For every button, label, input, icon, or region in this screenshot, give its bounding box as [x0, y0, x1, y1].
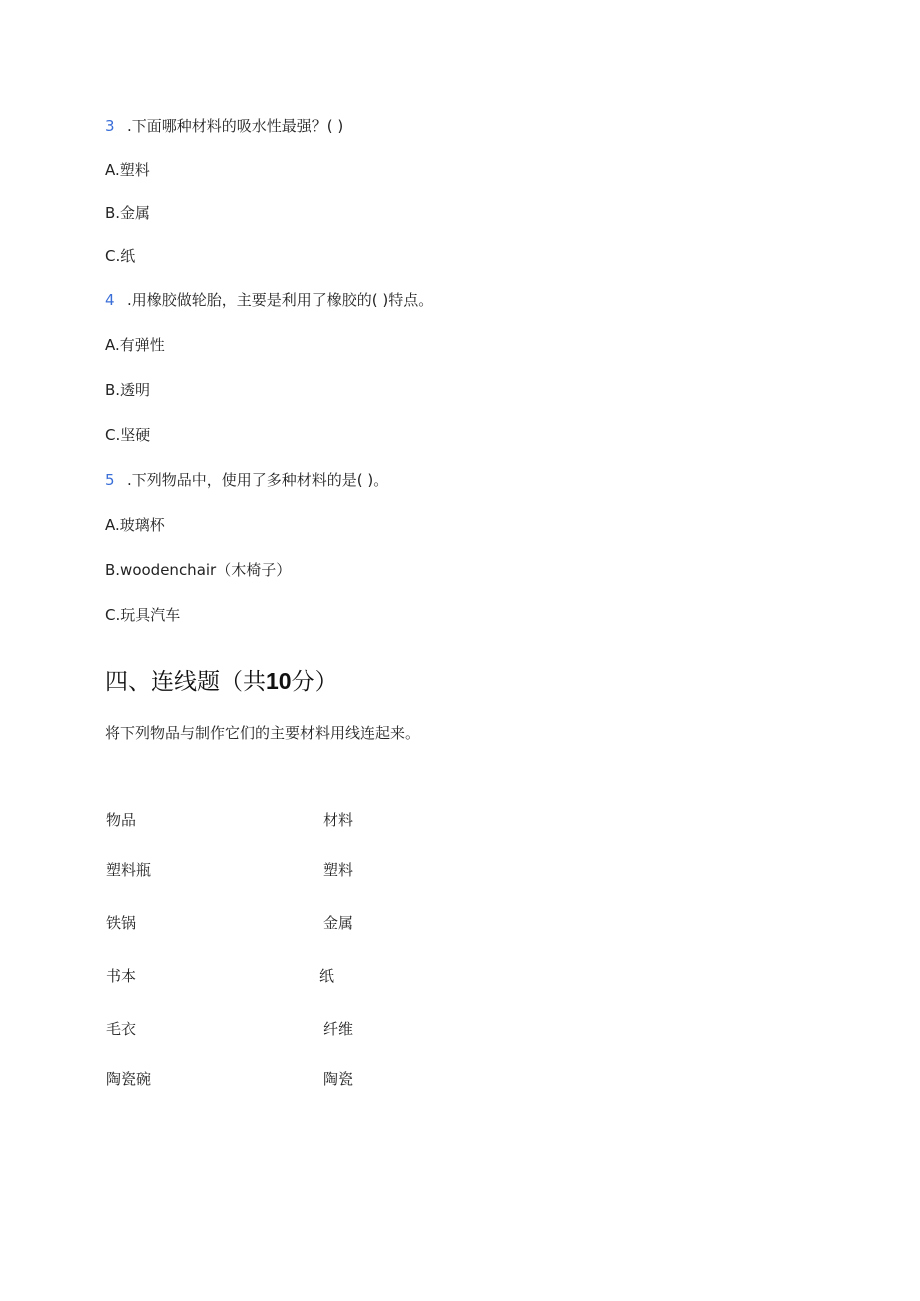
- question-4-option-c: C.坚硬: [105, 426, 151, 444]
- matching-material: 塑料: [323, 861, 354, 879]
- matching-material: 纸: [319, 967, 335, 985]
- matching-left-header: 物品: [106, 811, 137, 829]
- question-5-text: .下列物品中，使用了多种材料的是( )。: [127, 471, 389, 489]
- matching-material: 金属: [323, 914, 354, 932]
- question-4-stem: [105, 290, 433, 310]
- question-3-option-b: B.金属: [105, 204, 151, 222]
- question-5-option-b: B.woodenchair（木椅子）: [105, 561, 292, 579]
- question-4-text: .用橡胶做轮胎，主要是利用了橡胶的( )特点。: [127, 291, 434, 309]
- question-3-stem: [105, 116, 343, 136]
- matching-material: 纤维: [323, 1020, 354, 1038]
- section-heading-points: 10: [266, 668, 292, 694]
- matching-item: 铁锅: [106, 914, 137, 932]
- section-heading-prefix: 四、连线题（共: [105, 669, 266, 695]
- matching-item: 书本: [106, 967, 137, 985]
- question-3-text: .下面哪种材料的吸水性最强？( ): [127, 117, 344, 135]
- matching-item: 塑料瓶: [106, 861, 152, 879]
- question-4-number: 4: [105, 291, 115, 309]
- question-5-option-a: A.玻璃杯: [105, 516, 165, 534]
- matching-item: 陶瓷碗: [106, 1070, 152, 1088]
- question-4-option-a: A.有弹性: [105, 336, 165, 354]
- question-5-option-c: C.玩具汽车: [105, 606, 181, 624]
- matching-item: 毛衣: [106, 1020, 137, 1038]
- question-5-number: 5: [105, 471, 115, 489]
- matching-right-header: 材料: [323, 811, 354, 829]
- question-3-number: 3: [105, 117, 115, 135]
- question-3-option-c: C.纸: [105, 247, 136, 265]
- question-3-option-a: A.塑料: [105, 161, 150, 179]
- section-instruction: 将下列物品与制作它们的主要材料用线连起来。: [105, 724, 421, 742]
- question-4-option-b: B.透明: [105, 381, 151, 399]
- section-heading-suffix: 分）: [291, 669, 338, 695]
- question-5-stem: [105, 470, 388, 490]
- matching-material: 陶瓷: [323, 1070, 354, 1088]
- section-heading: [105, 666, 338, 697]
